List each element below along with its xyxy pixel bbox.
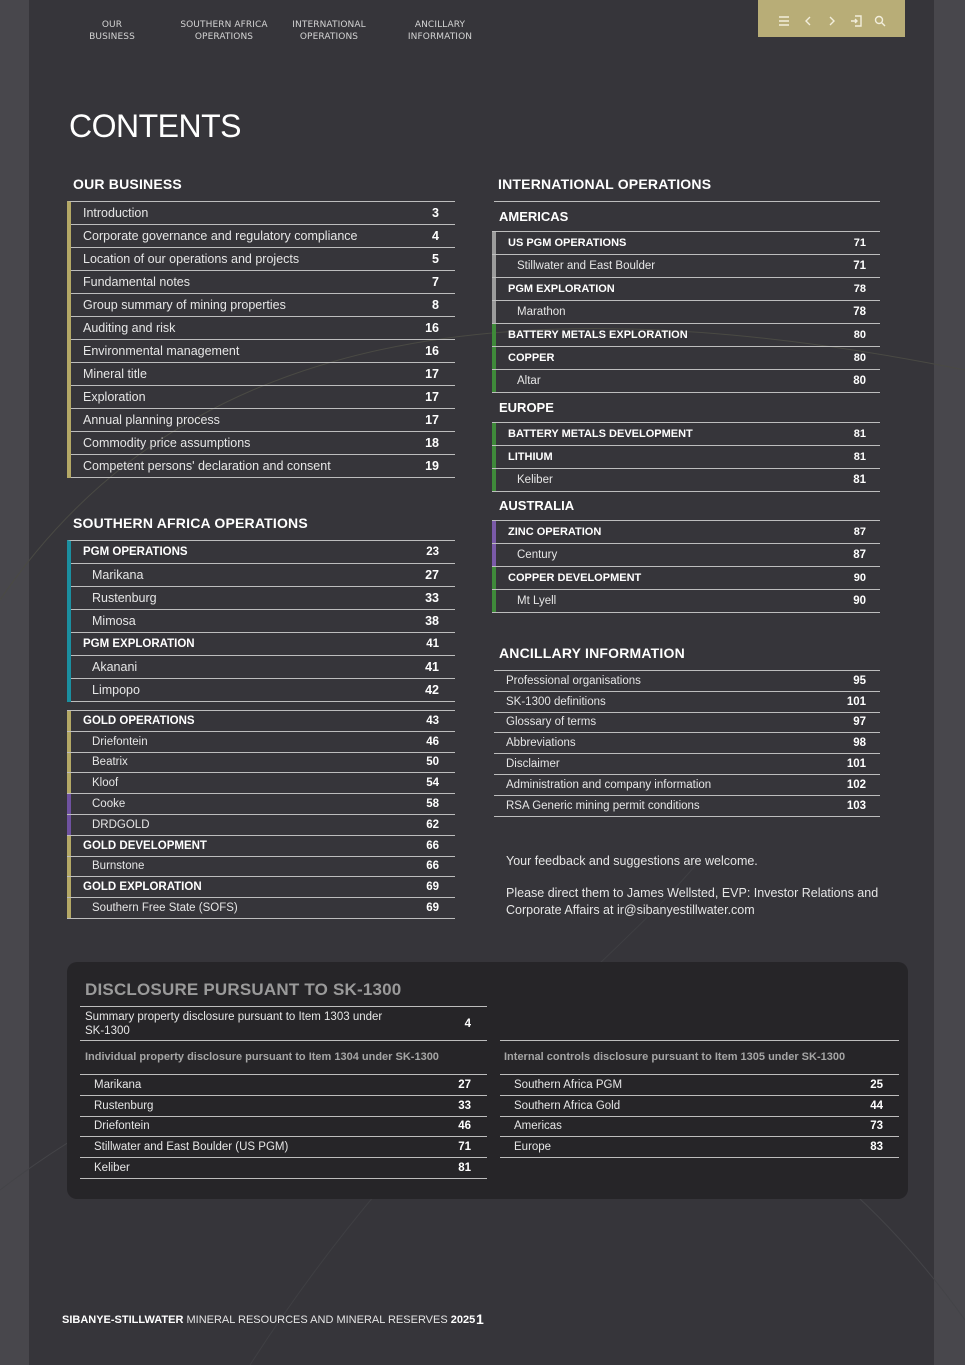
toc-entry[interactable] (80, 1117, 487, 1138)
section-heading-international: INTERNATIONAL OPERATIONS (498, 176, 712, 192)
toc-entry-page: 73 (870, 1120, 883, 1133)
toc-entry-page: 27 (425, 568, 439, 582)
page-title: CONTENTS (69, 108, 241, 144)
toc-entry-label: Kloof (92, 777, 119, 790)
toc-entry-page: 103 (846, 799, 866, 812)
toc-entry-page: 101 (846, 758, 866, 771)
toc-entry[interactable] (67, 794, 455, 815)
toc-entry-label: Commodity price assumptions (83, 436, 251, 450)
toc-entry[interactable] (67, 836, 455, 857)
toc-entry-page: 46 (458, 1120, 471, 1133)
toc-entry-page: 16 (425, 321, 439, 335)
toc-entry-page: 69 (426, 902, 439, 915)
toc-entry-page: 80 (853, 352, 866, 364)
toc-entry-page: 18 (425, 436, 439, 450)
toc-entry-page: 80 (853, 329, 866, 341)
ancillary-list (494, 670, 880, 817)
toc-entry[interactable] (492, 301, 880, 324)
toc-entry[interactable] (492, 324, 880, 347)
toc-entry[interactable] (67, 857, 455, 878)
toc-entry-page: 7 (432, 275, 439, 289)
footer-year: 2025 (450, 1314, 476, 1326)
individual-disclosure-heading: Individual property disclosure pursuant to Item 1304 under SK-1300 (85, 1051, 439, 1063)
toc-entry-label: Stillwater and East Boulder (US PGM) (94, 1141, 289, 1154)
feedback-text (506, 853, 896, 934)
toc-entry-page: 38 (425, 614, 439, 628)
toc-entry-label: Environmental management (83, 344, 240, 358)
toc-entry-page: 66 (426, 860, 439, 873)
toc-entry[interactable] (492, 469, 880, 492)
toc-entry[interactable] (80, 1137, 487, 1158)
toc-entry-label: Southern Africa Gold (514, 1099, 621, 1112)
toc-entry[interactable] (492, 446, 880, 469)
divider (494, 201, 880, 202)
toc-entry[interactable] (71, 656, 455, 679)
toc-entry-page: 3 (432, 206, 439, 220)
toc-entry-label: Southern Free State (SOFS) (92, 902, 238, 915)
toc-entry-label: Auditing and risk (83, 321, 176, 335)
toc-entry[interactable] (80, 1096, 487, 1117)
toc-entry[interactable] (71, 679, 455, 702)
toc-entry[interactable] (494, 733, 880, 754)
toc-entry-label: Rustenburg (94, 1099, 154, 1112)
toc-entry-label: Mineral title (83, 367, 147, 381)
toc-entry-page: 101 (846, 695, 866, 708)
toc-entry[interactable] (67, 877, 455, 898)
sk1300-heading: DISCLOSURE PURSUANT TO SK-1300 (85, 980, 402, 999)
toc-entry-label: Driefontein (92, 735, 148, 748)
page-number: 1 (476, 1311, 484, 1327)
toc-entry[interactable] (71, 363, 455, 386)
nav-label: OUR (101, 20, 123, 30)
toc-entry-page: 17 (425, 390, 439, 404)
toc-entry-label: Marathon (517, 306, 566, 318)
toc-entry-page: 102 (846, 778, 866, 791)
toc-entry-page: 71 (458, 1141, 471, 1154)
toc-entry[interactable] (500, 1075, 899, 1096)
toc-entry-page: 41 (426, 638, 439, 650)
subheading-europe: EUROPE (499, 400, 554, 415)
toc-entry-label: Beatrix (92, 756, 128, 769)
toc-entry[interactable] (80, 1075, 487, 1096)
toc-entry-label: Driefontein (94, 1120, 150, 1133)
toc-entry-label: Competent persons' declaration and consent (83, 459, 331, 473)
toc-entry[interactable] (67, 773, 455, 794)
nav-label: OPERATIONS (299, 32, 359, 42)
toc-entry-label: Location of our operations and projects (83, 252, 300, 266)
toc-entry-label: DRDGOLD (92, 818, 150, 831)
toc-entry[interactable] (492, 232, 880, 255)
toc-entry[interactable] (494, 754, 880, 775)
toc-entry-label: Cooke (92, 798, 126, 811)
our-business-list (67, 201, 455, 478)
toc-entry[interactable] (67, 711, 455, 732)
toc-entry[interactable] (492, 370, 880, 393)
toc-entry-label: Americas (514, 1120, 562, 1133)
section-heading-ancillary: ANCILLARY INFORMATION (499, 645, 685, 661)
toc-entry-page: 42 (425, 683, 439, 697)
toc-entry-label: Burnstone (92, 860, 145, 873)
toc-entry-label: Exploration (83, 390, 146, 404)
page-number: 4 (464, 1017, 471, 1030)
toc-entry-label: Group summary of mining properties (83, 298, 286, 312)
internal-controls-list (500, 1074, 899, 1158)
toc-entry-page: 23 (426, 546, 439, 558)
previous-icon[interactable] (801, 14, 815, 28)
toc-entry-label: Abbreviations (506, 737, 576, 750)
toc-entry-label: COPPER DEVELOPMENT (508, 572, 642, 584)
toc-entry-page: 66 (426, 839, 439, 852)
toc-entry-label: SK-1300 definitions (506, 695, 606, 708)
toc-entry[interactable] (492, 423, 880, 446)
toc-entry[interactable] (67, 732, 455, 753)
toc-entry[interactable] (492, 544, 880, 567)
toc-entry[interactable] (492, 347, 880, 370)
toc-entry-page: 44 (870, 1099, 883, 1112)
toc-entry-page: 90 (853, 572, 866, 584)
toc-entry[interactable] (492, 521, 880, 544)
toc-entry[interactable] (71, 340, 455, 363)
toc-entry-page: 41 (425, 660, 439, 674)
toc-entry-label: Annual planning process (83, 413, 220, 427)
europe-list (492, 422, 880, 492)
toc-entry-page: 17 (425, 367, 439, 381)
exit-icon[interactable] (849, 14, 863, 28)
toc-entry[interactable] (71, 633, 455, 656)
toc-entry-label: Southern Africa PGM (514, 1078, 623, 1091)
toc-entry-page: 17 (425, 413, 439, 427)
toc-entry[interactable] (71, 386, 455, 409)
toc-entry-page: 4 (432, 229, 439, 243)
feedback-line: Your feedback and suggestions are welcome. (506, 854, 758, 868)
toc-entry[interactable] (71, 409, 455, 432)
toc-entry-page: 71 (853, 260, 866, 272)
toc-entry-page: 95 (853, 674, 866, 687)
toc-entry[interactable] (80, 1158, 487, 1179)
toc-entry-page: 33 (458, 1099, 471, 1112)
toc-entry-page: 97 (853, 716, 866, 729)
footer (62, 1311, 484, 1327)
subheading-australia: AUSTRALIA (499, 498, 575, 513)
top-navigation (0, 0, 965, 50)
toc-entry-page: 8 (432, 298, 439, 312)
next-icon[interactable] (825, 14, 839, 28)
toc-entry-page: 19 (425, 459, 439, 473)
nav-ancillary-information[interactable] (402, 19, 478, 43)
toc-entry-page: 78 (853, 306, 866, 318)
toc-entry-label: Akanani (92, 660, 138, 674)
toc-entry-label: COPPER (508, 352, 555, 364)
toc-entry-label: BATTERY METALS DEVELOPMENT (508, 428, 693, 440)
toc-entry-page: 27 (458, 1078, 471, 1091)
sk1300-disclosure-panel (67, 962, 908, 1199)
toc-entry-label: Marikana (92, 568, 144, 582)
row-label: Summary property disclosure pursuant to Item 1303 under SK-1300 (85, 1010, 383, 1037)
menu-icon[interactable] (777, 14, 791, 28)
internal-controls-heading: Internal controls disclosure pursuant to Item 1305 under SK-1300 (504, 1051, 846, 1063)
toc-entry-label: Marikana (94, 1078, 142, 1091)
toc-entry[interactable] (71, 294, 455, 317)
toc-entry-label: PGM OPERATIONS (83, 546, 188, 558)
toc-entry[interactable] (71, 248, 455, 271)
toc-entry-page: 87 (853, 526, 866, 538)
toc-entry-label: Stillwater and East Boulder (517, 260, 656, 272)
toc-entry-page: 5 (432, 252, 439, 266)
toc-entry-label: Keliber (94, 1162, 130, 1175)
toc-entry-page: 98 (853, 737, 866, 750)
toc-entry-label: Disclaimer (506, 758, 560, 771)
toc-entry-label: PGM EXPLORATION (83, 638, 195, 650)
toc-entry[interactable] (494, 671, 880, 692)
toc-entry-label: ZINC OPERATION (508, 526, 602, 538)
contact-line: Please direct them to James Wellsted, EVP: Investor Relations and Corporate Affairs at ir@sibanyestillwater.com (506, 886, 879, 917)
nav-label: BUSINESS (89, 32, 135, 42)
toc-entry[interactable] (500, 1096, 899, 1117)
toc-entry[interactable] (71, 587, 455, 610)
footer-company: SIBANYE-STILLWATER (62, 1314, 184, 1326)
toolbar (758, 0, 905, 37)
toc-entry[interactable] (67, 898, 455, 919)
summary-disclosure-row[interactable] (80, 1006, 487, 1041)
toc-entry[interactable] (71, 202, 455, 225)
nav-international-operations[interactable] (288, 19, 370, 43)
toc-entry[interactable] (71, 271, 455, 294)
toc-entry-page: 71 (853, 237, 866, 249)
toc-entry-page: 43 (426, 714, 439, 727)
toc-entry-page: 90 (853, 595, 866, 607)
nav-southern-africa-operations[interactable] (176, 19, 272, 43)
toc-entry-page: 81 (458, 1162, 471, 1175)
toc-entry-label: Introduction (83, 206, 149, 220)
toc-entry[interactable] (492, 278, 880, 301)
toc-entry-label: Professional organisations (506, 674, 641, 687)
toc-entry[interactable] (494, 775, 880, 796)
toc-entry[interactable] (492, 590, 880, 613)
toc-entry-page: 16 (425, 344, 439, 358)
toc-entry-page: 58 (426, 798, 439, 811)
toc-entry-page: 62 (426, 818, 439, 831)
nav-label: ANCILLARY (414, 20, 466, 30)
toc-entry-label: Administration and company information (506, 778, 712, 791)
toc-entry[interactable] (71, 432, 455, 455)
toc-entry-label: Fundamental notes (83, 275, 191, 289)
toc-entry-page: 54 (426, 777, 439, 790)
nav-label: INTERNATIONAL (292, 20, 366, 30)
nav-label: SOUTHERN AFRICA (180, 20, 268, 30)
toc-entry[interactable] (71, 317, 455, 340)
toc-entry[interactable] (492, 567, 880, 590)
nav-our-business[interactable] (88, 19, 136, 43)
toc-entry-page: 33 (425, 591, 439, 605)
toc-entry-page: 87 (853, 549, 866, 561)
toc-entry[interactable] (71, 455, 455, 478)
toc-entry[interactable] (494, 796, 880, 817)
toc-entry-page: 83 (870, 1141, 883, 1154)
toc-entry[interactable] (500, 1117, 899, 1138)
toc-entry-page: 80 (853, 375, 866, 387)
toc-entry-page: 25 (870, 1078, 883, 1091)
toc-entry[interactable] (67, 753, 455, 774)
toc-entry-label: Europe (514, 1141, 552, 1154)
toc-entry-label: Rustenburg (92, 591, 157, 605)
toc-entry-label: Century (517, 549, 558, 561)
toc-entry-label: PGM EXPLORATION (508, 283, 615, 295)
toc-entry-label: Glossary of terms (506, 716, 597, 729)
toc-entry-label: GOLD DEVELOPMENT (83, 839, 207, 852)
toc-entry-label: Altar (517, 375, 541, 387)
toc-entry[interactable] (494, 692, 880, 713)
nav-label: INFORMATION (407, 32, 473, 42)
toc-entry-page: 78 (853, 283, 866, 295)
toc-entry-label: GOLD EXPLORATION (83, 881, 202, 894)
toc-entry[interactable] (71, 541, 455, 564)
toc-entry[interactable] (71, 225, 455, 248)
toc-entry-label: RSA Generic mining permit conditions (506, 799, 700, 812)
section-heading-southern-africa: SOUTHERN AFRICA OPERATIONS (73, 515, 308, 531)
toc-entry-label: Limpopo (92, 683, 140, 697)
toc-entry-label: Mt Lyell (517, 595, 557, 607)
toc-entry-label: BATTERY METALS EXPLORATION (508, 329, 688, 341)
toc-entry-label: GOLD OPERATIONS (83, 714, 195, 727)
toc-entry-label: US PGM OPERATIONS (508, 237, 627, 249)
toc-entry-label: Corporate governance and regulatory compliance (83, 229, 358, 243)
toc-entry-label: Mimosa (92, 614, 136, 628)
search-icon[interactable] (873, 14, 887, 28)
toc-entry-page: 81 (853, 428, 866, 440)
individual-disclosure-list (80, 1074, 487, 1179)
gold-list (67, 710, 455, 919)
section-heading-our-business: OUR BUSINESS (73, 176, 182, 192)
toc-entry-page: 81 (853, 451, 866, 463)
nav-label: OPERATIONS (194, 32, 254, 42)
toc-entry[interactable] (494, 713, 880, 734)
toc-entry-label: Keliber (517, 474, 553, 486)
toc-entry-page: 50 (426, 756, 439, 769)
footer-title: MINERAL RESOURCES AND MINERAL RESERVES (186, 1314, 448, 1326)
americas-list (492, 231, 880, 393)
toc-entry[interactable] (492, 255, 880, 278)
toc-entry[interactable] (500, 1137, 899, 1158)
pgm-list (67, 540, 455, 702)
toc-entry[interactable] (71, 610, 455, 633)
toc-entry-page: 69 (426, 881, 439, 894)
toc-entry-page: 81 (853, 474, 866, 486)
australia-list (492, 520, 880, 613)
toc-entry[interactable] (67, 815, 455, 836)
toc-entry[interactable] (71, 564, 455, 587)
subheading-americas: AMERICAS (499, 209, 569, 224)
divider (500, 1040, 899, 1041)
toc-entry-label: LITHIUM (508, 451, 553, 463)
toc-entry-page: 46 (426, 735, 439, 748)
